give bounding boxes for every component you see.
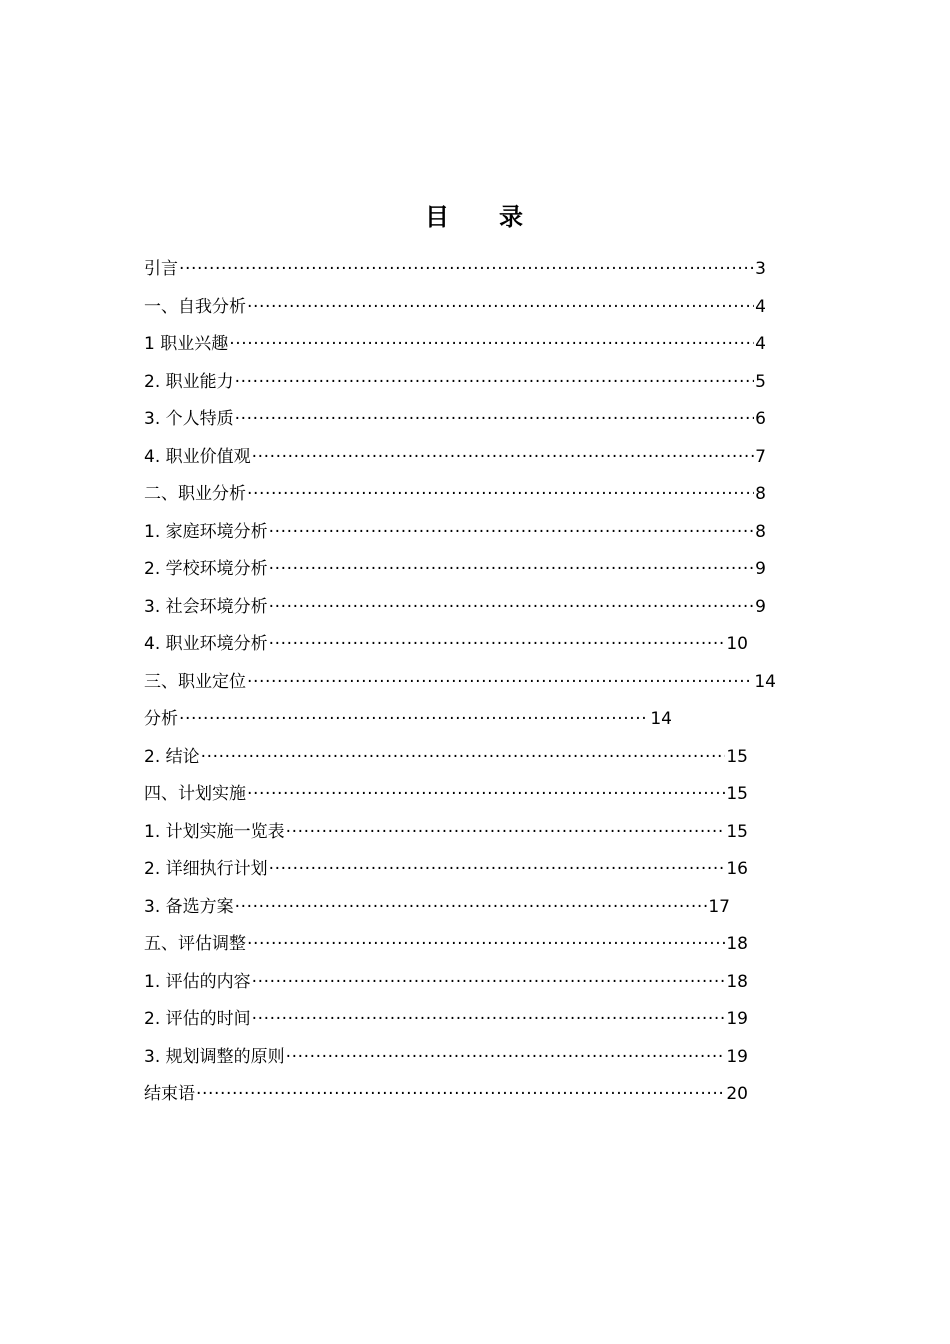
toc-entry-label: 1. 家庭环境分析 <box>144 521 268 542</box>
toc-leader-dots <box>247 929 725 959</box>
toc-title <box>0 200 950 234</box>
toc-leader-dots <box>286 1042 726 1072</box>
toc-list <box>144 254 784 1117</box>
toc-entry[interactable] <box>144 1042 784 1080</box>
toc-entry[interactable] <box>144 629 784 667</box>
toc-entry-label: 3. 个人特质 <box>144 409 234 429</box>
toc-leader-dots <box>269 629 726 659</box>
toc-entry-label: 3. 备选方案 <box>144 896 234 917</box>
toc-entry-page: 7 <box>755 446 766 467</box>
toc-entry-label: 结束语 <box>144 1084 195 1104</box>
toc-leader-dots <box>269 592 755 622</box>
toc-entry-label: 2. 学校环境分析 <box>144 559 268 579</box>
toc-entry-label: 1. 计划实施一览表 <box>144 821 285 842</box>
toc-title-part1: 目 <box>425 203 451 231</box>
toc-leader-dots <box>179 704 649 734</box>
toc-entry[interactable] <box>144 367 784 405</box>
toc-entry[interactable] <box>144 479 784 517</box>
toc-leader-dots <box>196 1079 725 1109</box>
toc-entry-label: 2. 评估的时间 <box>144 1009 251 1029</box>
toc-entry[interactable] <box>144 967 784 1005</box>
toc-entry-page: 15 <box>726 821 748 842</box>
toc-entry-page: 5 <box>755 371 766 392</box>
toc-entry-page: 18 <box>726 934 748 954</box>
toc-leader-dots <box>247 667 753 697</box>
toc-leader-dots <box>252 1004 726 1034</box>
toc-entry-label: 3. 社会环境分析 <box>144 596 268 617</box>
toc-entry-page: 4 <box>755 334 766 354</box>
toc-entry[interactable] <box>144 1079 784 1117</box>
toc-entry-page: 15 <box>726 746 748 767</box>
toc-entry-label: 五、评估调整 <box>144 934 246 954</box>
toc-leader-dots <box>235 892 708 922</box>
toc-entry-label: 一、自我分析 <box>144 296 246 317</box>
toc-entry-page: 10 <box>726 634 748 654</box>
toc-leader-dots <box>235 404 755 434</box>
toc-entry[interactable] <box>144 592 784 630</box>
toc-title-part2: 录 <box>499 203 525 231</box>
toc-entry-page: 4 <box>755 296 766 317</box>
toc-entry-label: 4. 职业价值观 <box>144 446 251 467</box>
toc-entry-page: 15 <box>726 784 748 804</box>
toc-entry-label: 四、计划实施 <box>144 784 246 804</box>
toc-entry[interactable] <box>144 1004 784 1042</box>
toc-entry[interactable] <box>144 742 784 780</box>
toc-leader-dots <box>229 329 754 359</box>
toc-leader-dots <box>286 817 726 847</box>
toc-leader-dots <box>201 742 726 772</box>
toc-leader-dots <box>247 292 754 322</box>
toc-entry[interactable] <box>144 404 784 442</box>
toc-leader-dots <box>269 854 726 884</box>
toc-entry[interactable] <box>144 254 784 292</box>
toc-entry-page: 18 <box>726 971 748 992</box>
toc-entry-label: 分析 <box>144 709 178 729</box>
toc-entry-label: 三、职业定位 <box>144 671 246 692</box>
toc-entry-page: 20 <box>726 1084 748 1104</box>
toc-leader-dots <box>252 967 726 997</box>
toc-leader-dots <box>252 442 755 472</box>
toc-entry-label: 2. 结论 <box>144 746 200 767</box>
toc-entry-page: 6 <box>755 409 766 429</box>
toc-entry-label: 4. 职业环境分析 <box>144 634 268 654</box>
toc-leader-dots <box>247 479 754 509</box>
toc-entry-page: 17 <box>708 896 730 917</box>
toc-entry[interactable] <box>144 817 784 855</box>
toc-entry-page: 3 <box>755 259 766 279</box>
toc-entry[interactable] <box>144 704 784 742</box>
toc-entry[interactable] <box>144 892 784 930</box>
toc-entry-label: 3. 规划调整的原则 <box>144 1046 285 1067</box>
toc-entry-label: 二、职业分析 <box>144 484 246 504</box>
toc-entry[interactable] <box>144 329 784 367</box>
toc-entry[interactable] <box>144 517 784 555</box>
toc-entry[interactable] <box>144 667 784 705</box>
toc-entry-page: 19 <box>726 1009 748 1029</box>
toc-entry-page: 14 <box>650 709 672 729</box>
toc-leader-dots <box>247 779 725 809</box>
toc-entry[interactable] <box>144 292 784 330</box>
toc-entry[interactable] <box>144 442 784 480</box>
toc-entry-label: 2. 详细执行计划 <box>144 859 268 879</box>
toc-entry[interactable] <box>144 929 784 967</box>
toc-leader-dots <box>269 554 755 584</box>
toc-entry-page: 9 <box>755 559 766 579</box>
toc-entry-page: 8 <box>755 521 766 542</box>
toc-leader-dots <box>269 517 755 547</box>
toc-entry-label: 2. 职业能力 <box>144 371 234 392</box>
toc-entry-label: 1. 评估的内容 <box>144 971 251 992</box>
toc-entry-page: 19 <box>726 1046 748 1067</box>
toc-entry-page: 16 <box>726 859 748 879</box>
toc-entry-label: 1 职业兴趣 <box>144 334 229 354</box>
toc-entry-page: 8 <box>755 484 766 504</box>
toc-entry-page: 9 <box>755 596 766 617</box>
toc-entry-page: 14 <box>754 671 776 692</box>
toc-entry-label: 引言 <box>144 259 178 279</box>
toc-entry[interactable] <box>144 854 784 892</box>
toc-leader-dots <box>235 367 755 397</box>
toc-entry[interactable] <box>144 554 784 592</box>
toc-entry[interactable] <box>144 779 784 817</box>
toc-leader-dots <box>179 254 754 284</box>
